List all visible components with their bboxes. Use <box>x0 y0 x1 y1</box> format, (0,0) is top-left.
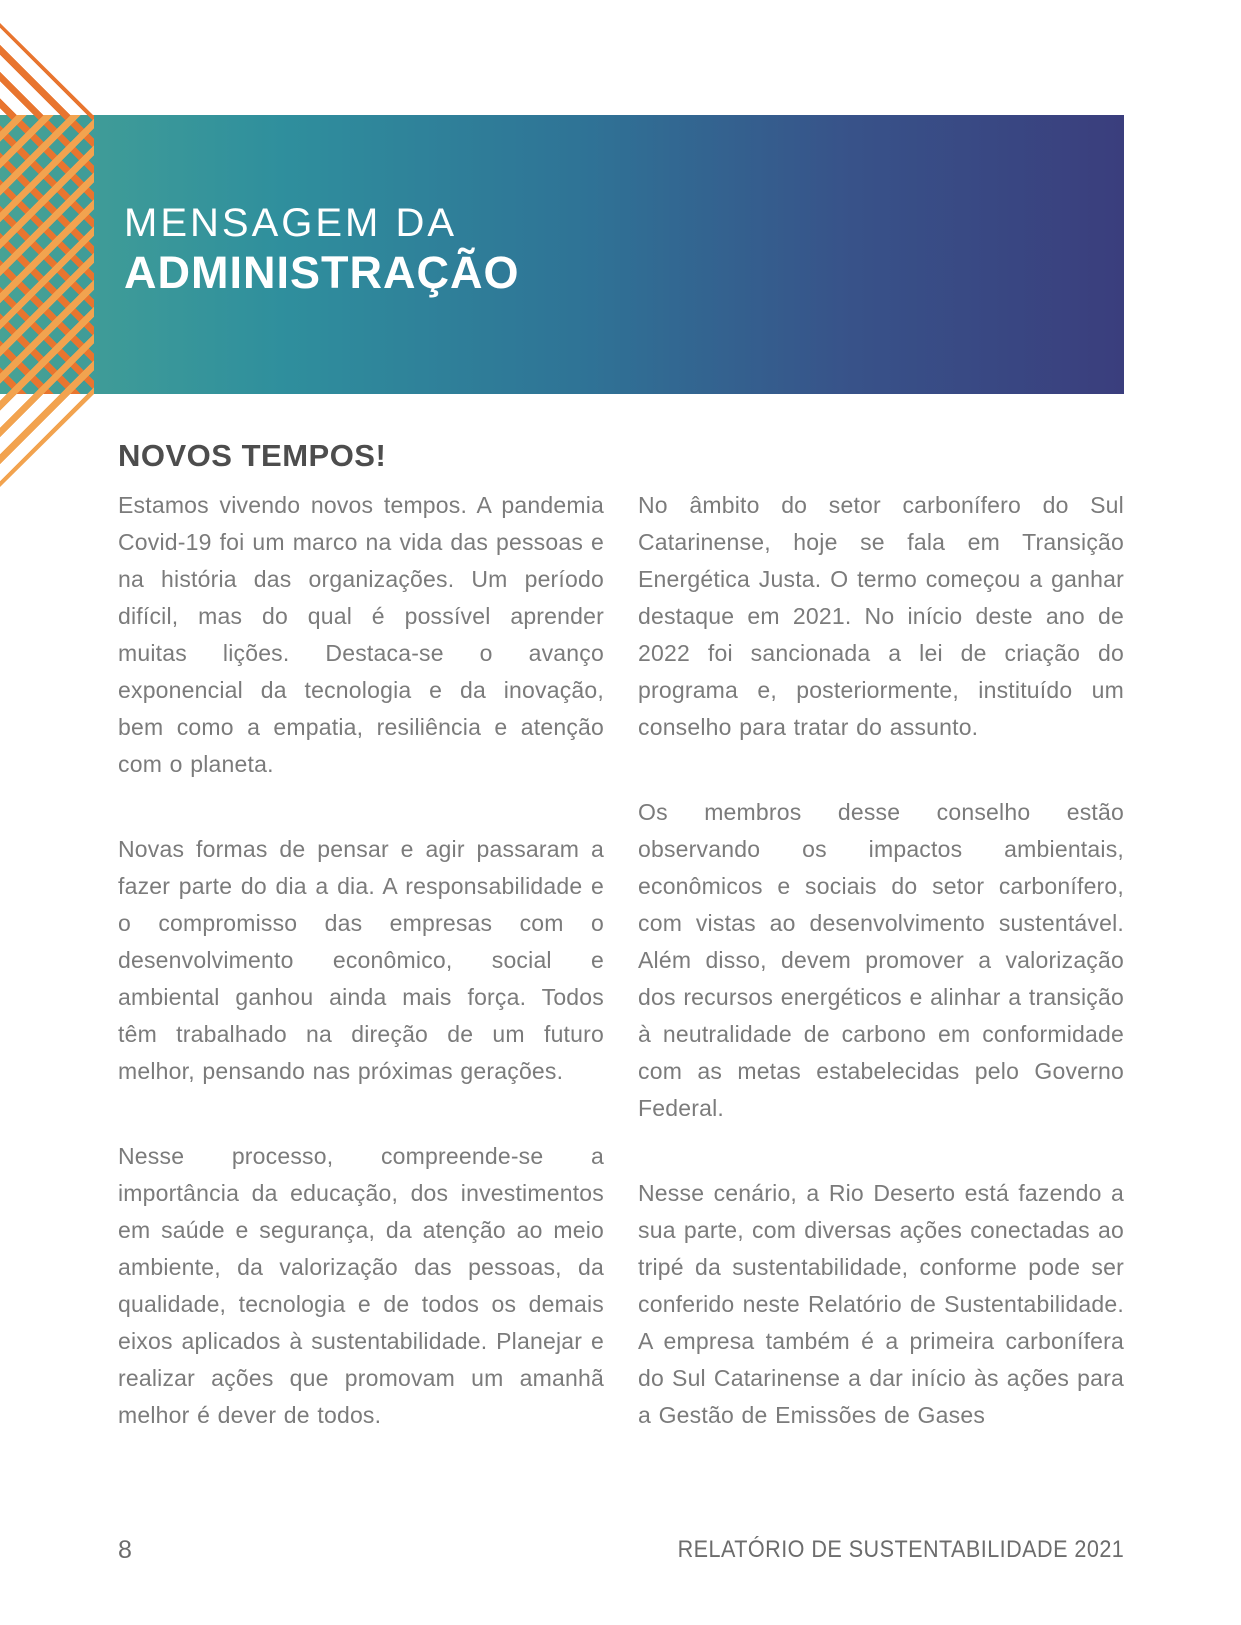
paragraph: Estamos vivendo novos tempos. A pandemia Covid-19 foi um marco na vida das pessoas e na história das organizações. Um período difícil, mas do qual é possível aprender muitas lições. Destaca-se o avanço exponencial da tecnologia e da inovação, bem como a empatia, resiliência e atenção com o planeta. <box>118 492 604 777</box>
paragraph: Nesse cenário, a Rio Deserto está fazendo a sua parte, com diversas ações conectadas ao tripé da sustentabilidade, conforme pode ser conferido neste Relatório de Sustentabilidade. A empresa também é a primeira carbonífera do Sul Catarinense a dar início às ações para a Gestão de Emissões de Gases <box>638 1180 1124 1428</box>
chapter-banner <box>0 115 1124 394</box>
chapter-title-line1: MENSAGEM DA <box>124 201 458 245</box>
paragraph: Os membros desse conselho estão observando os impactos ambientais, econômicos e sociais do setor carbonífero, com vistas ao desenvolvimento sustentável. Além disso, devem promover a valorização dos recursos energéticos e alinhar a transição à neutralidade de carbono em conformidade com as metas estabelecidas pelo Governo Federal. <box>638 799 1124 1121</box>
left-column <box>118 487 604 1482</box>
section-heading: NOVOS TEMPOS! <box>118 438 387 473</box>
report-title-footer: RELATÓRIO DE SUSTENTABILIDADE 2021 <box>677 1536 1124 1563</box>
paragraph: Novas formas de pensar e agir passaram a fazer parte do dia a dia. A responsabilidade e o compromisso das empresas com o desenvolvimento econômico, social e ambiental ganhou ainda mais força. Todos têm trabalhado na direção de um futuro melhor, pensando nas próximas gerações. <box>118 836 604 1084</box>
chapter-title-line2: ADMINISTRAÇÃO <box>124 247 520 298</box>
page-number: 8 <box>118 1536 132 1564</box>
body-columns <box>118 487 1124 1482</box>
right-column <box>638 487 1124 1482</box>
paragraph: No âmbito do setor carbonífero do Sul Catarinense, hoje se fala em Transição Energética Justa. O termo começou a ganhar destaque em 2021. No início deste ano de 2022 foi sancionada a lei de criação do programa e, posteriormente, instituído um conselho para tratar do assunto. <box>638 492 1124 740</box>
paragraph: Nesse processo, compreende-se a importância da educação, dos investimentos em saúde e segurança, da atenção ao meio ambiente, da valorização das pessoas, da qualidade, tecnologia e de todos os demais eixos aplicados à sustentabilidade. Planejar e realizar ações que promovam um amanhã melhor é dever de todos. <box>118 1143 604 1428</box>
corner-diagonal-stripes-light <box>0 115 94 487</box>
